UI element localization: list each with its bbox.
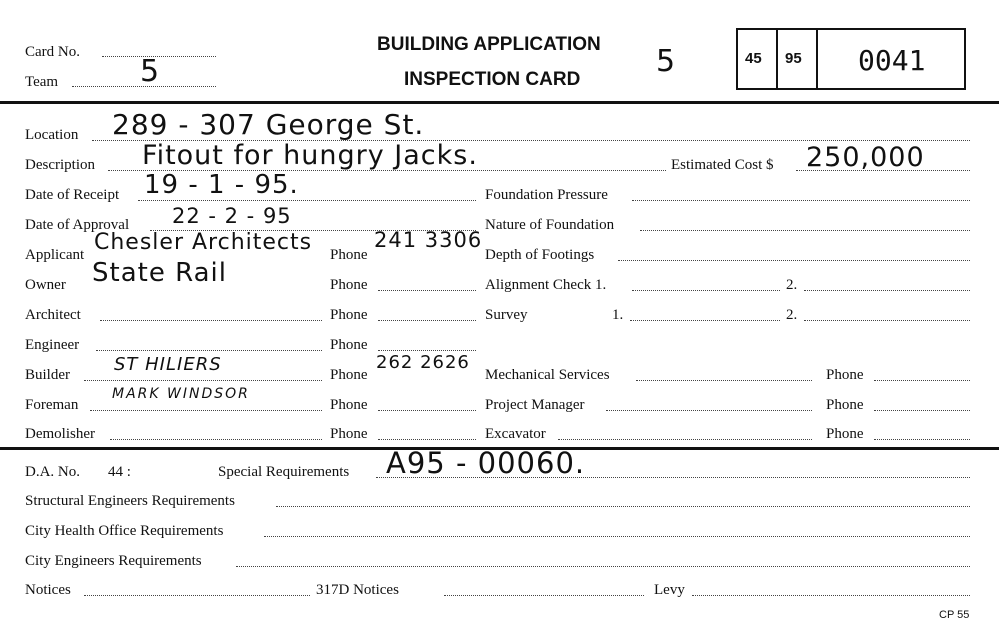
da-no-label: D.A. No.: [25, 464, 80, 480]
date-of-receipt-value: 19 - 1 - 95.: [144, 170, 299, 200]
receipt-line: [138, 200, 476, 201]
architect-phone-label: Phone: [330, 307, 368, 323]
box-code-95: 95: [785, 50, 802, 67]
date-of-approval-value: 22 - 2 - 95: [172, 204, 292, 228]
survey-1-label: 1.: [612, 307, 624, 323]
date-of-receipt-label: Date of Receipt: [25, 187, 120, 203]
317d-notices-label: 317D Notices: [316, 582, 399, 598]
alignment-2-label: 2.: [786, 277, 798, 293]
depth-footings-line: [618, 260, 970, 261]
engineer-phone-label: Phone: [330, 337, 368, 353]
engineer-label: Engineer: [25, 337, 80, 353]
team-value: 5: [140, 54, 161, 89]
depth-of-footings-label: Depth of Footings: [485, 247, 595, 263]
owner-phone-label: Phone: [330, 277, 368, 293]
builder-label: Builder: [25, 367, 70, 383]
applicant-value: Chesler Architects: [94, 230, 313, 255]
survey-2-label: 2.: [786, 307, 798, 323]
foreman-phone-label: Phone: [330, 397, 368, 413]
applicant-phone-value: 241 3306: [374, 228, 483, 252]
description-value: Fitout for hungry Jacks.: [142, 140, 478, 171]
location-value: 289 - 307 George St.: [112, 108, 425, 141]
foundation-pressure-label: Foundation Pressure: [485, 187, 608, 203]
city-engineers-label: City Engineers Requirements: [25, 553, 202, 569]
demolisher-phone-label: Phone: [330, 426, 368, 442]
card-number: 0041: [858, 44, 926, 77]
builder-phone-value: 262 2626: [376, 352, 470, 373]
form-title-line2: INSPECTION CARD: [404, 69, 581, 90]
special-requirements-value: A95 - 00060.: [386, 446, 586, 480]
excavator-phone-label: Phone: [826, 426, 864, 442]
nature-foundation-line: [640, 230, 970, 231]
project-manager-phone-label: Phone: [826, 397, 864, 413]
applicant-phone-label: Phone: [330, 247, 368, 263]
builder-value: ST HILIERS: [114, 354, 222, 375]
notices-label: Notices: [25, 582, 71, 598]
nature-of-foundation-label: Nature of Foundation: [485, 217, 615, 233]
location-label: Location: [25, 127, 79, 143]
architect-label: Architect: [25, 307, 81, 323]
team-label: Team: [25, 74, 59, 90]
foreman-label: Foreman: [25, 397, 79, 413]
excavator-label: Excavator: [485, 426, 546, 442]
form-title-line1: BUILDING APPLICATION: [377, 34, 601, 55]
project-manager-label: Project Manager: [485, 397, 585, 413]
date-of-approval-label: Date of Approval: [25, 217, 130, 233]
box-code-45: 45: [745, 50, 762, 67]
form-code: CP 55: [939, 609, 970, 621]
applicant-label: Applicant: [25, 247, 85, 263]
estimated-cost-label: Estimated Cost $: [671, 157, 774, 173]
owner-label: Owner: [25, 277, 66, 293]
da-no-value: 44 :: [108, 464, 131, 480]
foreman-value: MARK WINDSOR: [112, 386, 250, 402]
demolisher-label: Demolisher: [25, 426, 95, 442]
handwritten-number: 5: [656, 44, 677, 79]
mechanical-phone-label: Phone: [826, 367, 864, 383]
card-no-label: Card No.: [25, 44, 80, 60]
structural-engineers-label: Structural Engineers Requirements: [25, 493, 235, 509]
header-divider: [0, 101, 999, 104]
card-number-box: [736, 28, 966, 90]
levy-label: Levy: [654, 582, 685, 598]
mechanical-services-label: Mechanical Services: [485, 367, 610, 383]
alignment-check-label: Alignment Check 1.: [485, 277, 607, 293]
foundation-pressure-line: [632, 200, 970, 201]
builder-phone-label: Phone: [330, 367, 368, 383]
owner-value: State Rail: [92, 258, 227, 288]
estimated-cost-value: 250,000: [806, 142, 925, 173]
city-health-label: City Health Office Requirements: [25, 523, 224, 539]
survey-label: Survey: [485, 307, 528, 323]
description-label: Description: [25, 157, 95, 173]
special-requirements-label: Special Requirements: [218, 464, 350, 480]
